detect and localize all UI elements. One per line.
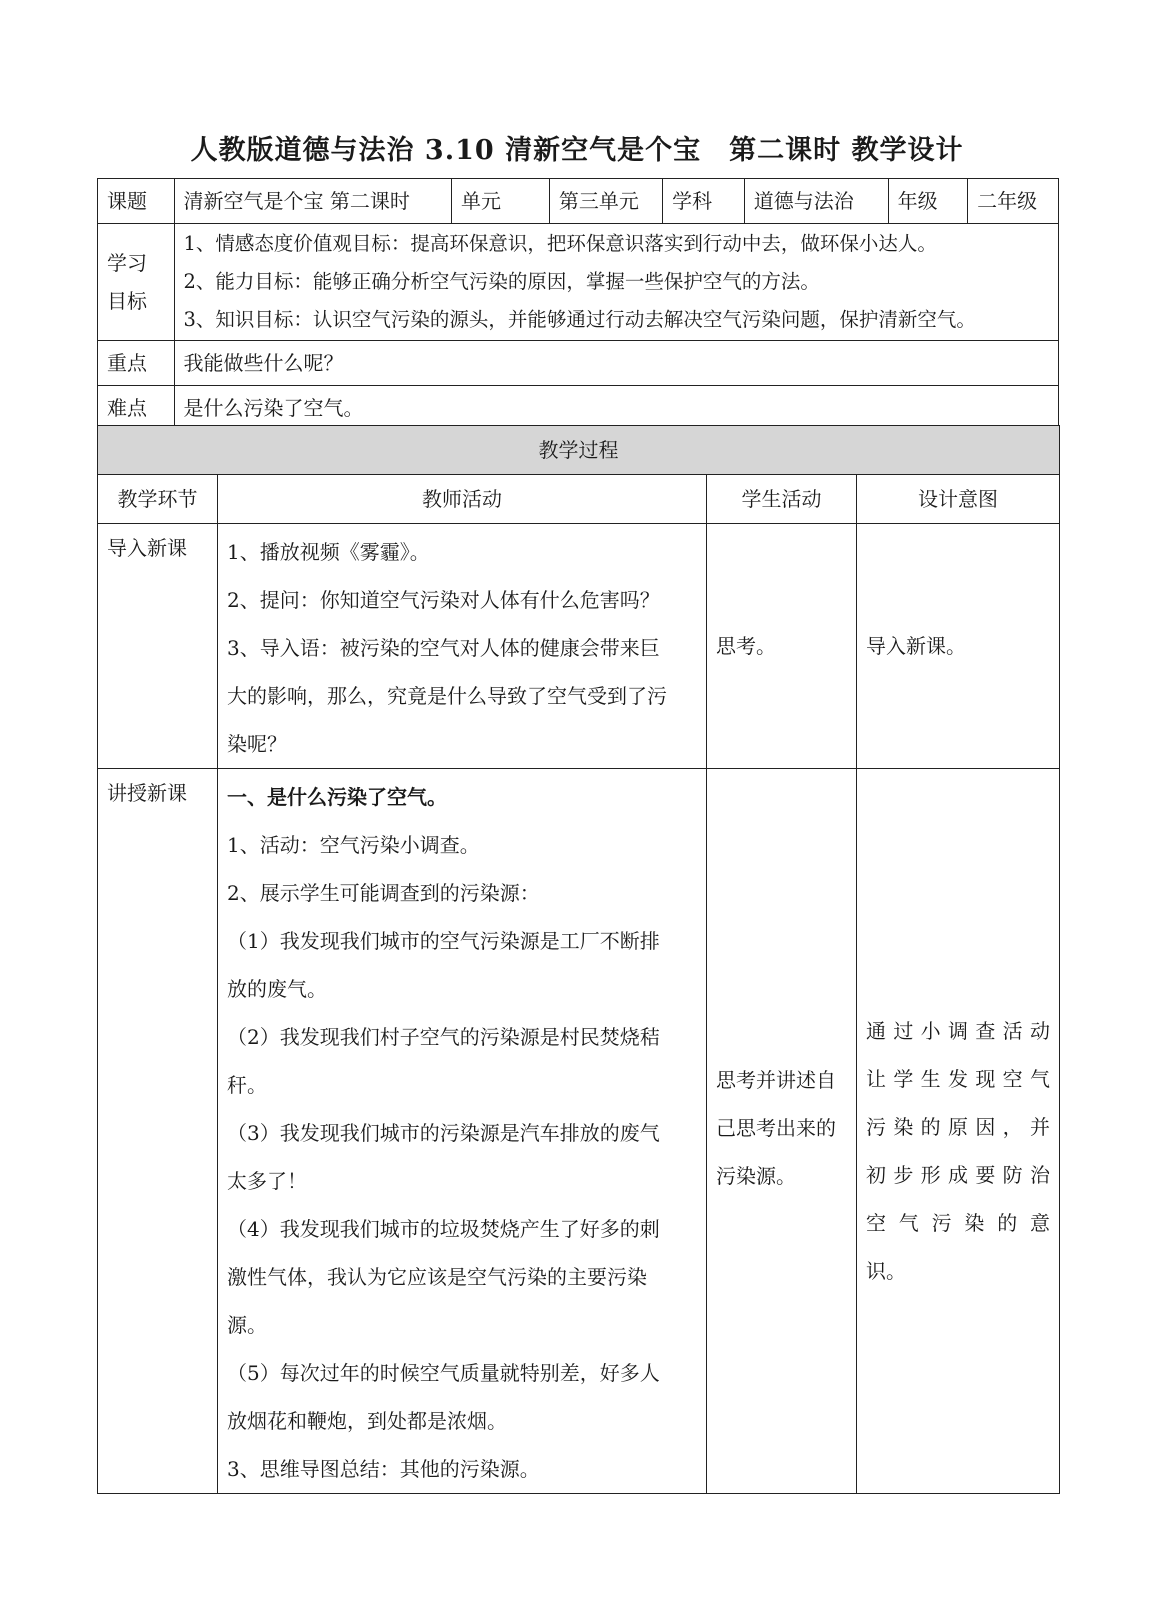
teaching-process-table <box>97 425 1060 1494</box>
teacher-line: 3、思维导图总结：其他的污染源。 <box>227 1457 540 1481</box>
objectives-label <box>98 224 175 341</box>
objectives-row <box>98 224 1059 341</box>
column-header-intent: 设计意图 <box>857 475 1060 524</box>
key-point-label: 重点 <box>98 341 175 386</box>
teacher-line: 3、导入语：被污染的空气对人体的健康会带来巨 <box>227 636 660 660</box>
section-stage <box>98 524 218 769</box>
column-header-stage: 教学环节 <box>98 475 218 524</box>
subject-label: 学科 <box>663 179 745 224</box>
teacher-line: 2、展示学生可能调查到的污染源： <box>227 881 540 905</box>
objective-item: 2、能力目标：能够正确分析空气污染的原因，掌握一些保护空气的方法。 <box>183 270 820 293</box>
column-header-student: 学生活动 <box>707 475 857 524</box>
teacher-line: 秆。 <box>227 1073 267 1097</box>
objective-item: 3、知识目标：认识空气污染的源头，并能够通过行动去解决空气污染问题，保护清新空气。 <box>183 308 976 331</box>
difficulty-row <box>98 386 1059 431</box>
section-lecture-row <box>98 769 1060 1494</box>
objectives-content <box>174 224 1059 341</box>
student-activity <box>707 524 857 769</box>
teacher-line: 1、活动：空气污染小调查。 <box>227 833 480 857</box>
objectives-label-1: 学习 <box>107 251 147 275</box>
course-info-table <box>97 178 1059 431</box>
teacher-line: （3）我发现我们城市的污染源是汽车排放的废气 <box>227 1121 660 1145</box>
section-intro-row <box>98 524 1060 769</box>
objectives-label-2: 目标 <box>107 289 147 313</box>
section-stage <box>98 769 218 1494</box>
page-title: 人教版道德与法治 3.10 清新空气是个宝 第二课时 教学设计 <box>190 135 964 166</box>
grade-label: 年级 <box>888 179 968 224</box>
unit-value: 第三单元 <box>549 179 662 224</box>
teacher-line: 1、播放视频《雾霾》。 <box>227 540 430 564</box>
teacher-line: 大的影响，那么，究竟是什么导致了空气受到了污 <box>227 684 667 708</box>
stage-label: 导入新课 <box>107 536 187 560</box>
info-row <box>98 179 1059 224</box>
key-point-value: 我能做些什么呢？ <box>174 341 1059 386</box>
teacher-line: （5）每次过年的时候空气质量就特别差，好多人 <box>227 1361 660 1385</box>
teacher-heading: 一、是什么污染了空气。 <box>227 785 447 809</box>
teacher-line: 放的废气。 <box>227 977 327 1001</box>
design-intent <box>857 769 1060 1494</box>
teacher-line: 激性气体，我认为它应该是空气污染的主要污染 <box>227 1265 647 1289</box>
difficulty-value: 是什么污染了空气。 <box>174 386 1059 431</box>
teacher-line: （2）我发现我们村子空气的污染源是村民焚烧秸 <box>227 1025 660 1049</box>
student-line: 污染源。 <box>716 1164 796 1188</box>
teacher-line: 2、提问：你知道空气污染对人体有什么危害吗？ <box>227 588 660 612</box>
grade-value: 二年级 <box>968 179 1059 224</box>
topic-value: 清新空气是个宝 第二课时 <box>174 179 451 224</box>
topic-label: 课题 <box>98 179 175 224</box>
teacher-line: 放烟花和鞭炮，到处都是浓烟。 <box>227 1409 507 1433</box>
intent-line: 初步形成要防治 <box>866 1163 1050 1187</box>
teacher-line: 染呢？ <box>227 732 287 756</box>
column-header-teacher: 教师活动 <box>218 475 707 524</box>
intent-line: 污染的原因，并 <box>866 1115 1050 1139</box>
intent-line: 识。 <box>866 1259 906 1283</box>
intent-line: 让学生发现空气 <box>866 1067 1050 1091</box>
intent-text: 导入新课。 <box>866 634 966 658</box>
design-intent <box>857 524 1060 769</box>
teacher-line: 太多了！ <box>227 1169 307 1193</box>
student-activity <box>707 769 857 1494</box>
stage-label: 讲授新课 <box>107 781 187 805</box>
student-text: 思考。 <box>716 634 776 658</box>
process-header-row <box>98 426 1060 475</box>
process-header: 教学过程 <box>98 426 1060 475</box>
teacher-line: （1）我发现我们城市的空气污染源是工厂不断排 <box>227 929 660 953</box>
key-point-row <box>98 341 1059 386</box>
objective-item: 1、情感态度价值观目标：提高环保意识，把环保意识落实到行动中去，做环保小达人。 <box>183 232 937 255</box>
intent-line: 空气污染的意 <box>866 1211 1050 1235</box>
teacher-line: （4）我发现我们城市的垃圾焚烧产生了好多的刺 <box>227 1217 660 1241</box>
subject-value: 道德与法治 <box>744 179 888 224</box>
student-line: 思考并讲述自 <box>716 1068 836 1092</box>
teacher-activity <box>218 769 707 1494</box>
column-header-row <box>98 475 1060 524</box>
teacher-line: 源。 <box>227 1313 267 1337</box>
teacher-activity <box>218 524 707 769</box>
unit-label: 单元 <box>451 179 549 224</box>
intent-line: 通过小调查活动 <box>866 1019 1050 1043</box>
difficulty-label: 难点 <box>98 386 175 431</box>
student-line: 己思考出来的 <box>716 1116 836 1140</box>
